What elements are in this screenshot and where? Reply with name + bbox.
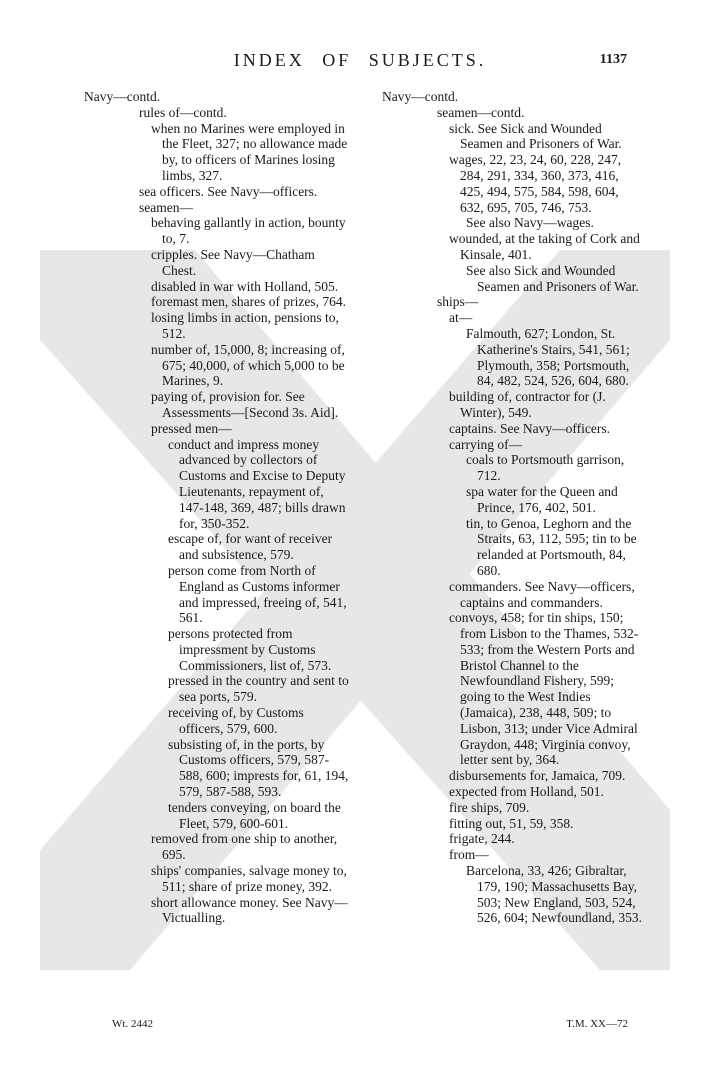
footer-volume-ref: T.M. XX—72: [566, 1018, 628, 1030]
index-entry: spa water for the Queen and Prince, 176, 402, 501.: [466, 483, 618, 515]
index-entry: when no Marines were employed in the Fleet, 327; no allowance made by, to officers of Marines losing limbs, 327.: [151, 120, 348, 183]
index-entry: expected from Holland, 501.: [449, 784, 604, 800]
index-entry: behaving gallantly in action, bounty to, 7.: [151, 215, 346, 247]
page-number: 1137: [599, 52, 627, 67]
index-entry: pressed in the country and sent to sea ports, 579.: [168, 673, 349, 705]
index-entry: disabled in war with Holland, 505.: [151, 278, 339, 294]
index-entry: sea officers. See Navy—officers.: [139, 183, 318, 199]
index-entry: See also Navy—wages.: [466, 215, 594, 231]
index-entry: captains. See Navy—officers.: [449, 420, 610, 436]
index-entry: convoys, 458; for tin ships, 150; from Lisbon to the Thames, 532-533; from the Western Ports and Bristol Channel to the Newfoundland Fishery, 599; going to the West Indies (Jamaica), 238, 448, 509; to Lisbon, 313; under Vice Admiral Graydon, 448; Virginia convoy, letter sent by, 364.: [449, 610, 639, 768]
index-entry: carrying of—: [449, 436, 523, 452]
index-entry: sick. See Sick and Wounded Seamen and Prisoners of War.: [449, 120, 622, 152]
index-entry: Barcelona, 33, 426; Gibraltar, 179, 190; Massachusetts Bay, 503; New England, 503, 524, 526, 604; Newfoundland, 353.: [466, 863, 642, 926]
index-entry: removed from one ship to another, 695.: [151, 831, 338, 863]
index-entry: foremast men, shares of prizes, 764.: [151, 294, 346, 310]
index-entry: Falmouth, 627; London, St. Katherine's Stairs, 541, 561; Plymouth, 358; Portsmouth, 84, 482, 524, 526, 604, 680.: [466, 325, 630, 389]
index-entry: fitting out, 51, 59, 358.: [449, 815, 574, 831]
index-entry: person come from North of England as Customs informer and impressed, freeing of, 541, 561.: [168, 562, 347, 626]
footer-print-code: Wt. 2442: [112, 1018, 153, 1030]
index-entry: tin, to Genoa, Leghorn and the Straits, 63, 112, 595; tin to be relanded at Portsmouth, 84, 680.: [466, 515, 637, 578]
index-entry: subsisting of, in the ports, by Customs officers, 579, 587-588, 600; imprests for, 61, 194, 579, 587-588, 593.: [168, 736, 349, 800]
index-entry: disbursements for, Jamaica, 709.: [449, 768, 626, 784]
index-entry: frigate, 244.: [449, 831, 515, 847]
index-entry: at—: [449, 310, 473, 326]
index-entry: paying of, provision for. See Assessments—[Second 3s. Aid].: [151, 389, 339, 420]
index-entry: wounded, at the taking of Cork and Kinsale, 401.: [449, 231, 640, 262]
index-entry: Navy—contd.: [382, 89, 459, 104]
index-entry: tenders conveying, on board the Fleet, 579, 600-601.: [168, 799, 341, 831]
index-entry: losing limbs in action, pensions to, 512.: [151, 310, 339, 341]
page-footer: [0, 1018, 720, 1038]
index-entry: number of, 15,000, 8; increasing of, 675; 40,000, of which 5,000 to be Marines, 9.: [151, 341, 345, 389]
index-entry: receiving of, by Customs officers, 579, 600.: [168, 705, 304, 736]
index-entry: See also Sick and Wounded Seamen and Prisoners of War.: [466, 262, 639, 294]
index-entry: coals to Portsmouth garrison, 712.: [466, 452, 625, 484]
index-entry: cripples. See Navy—Chatham Chest.: [151, 246, 315, 278]
right-column: [382, 89, 644, 926]
index-entry: seamen—: [139, 199, 193, 215]
index-entry: short allowance money. See Navy—Victualling.: [151, 894, 348, 926]
index-entry: wages, 22, 23, 24, 60, 228, 247, 284, 291, 334, 360, 373, 416, 425, 494, 575, 584, 598, 604, 632, 695, 705, 746, 753.: [449, 152, 622, 215]
index-entry: escape of, for want of receiver and subsistence, 579.: [168, 531, 333, 563]
index-entry: Navy—contd.: [84, 89, 161, 104]
page-title: INDEX OF SUBJECTS.: [233, 50, 487, 70]
index-entry: fire ships, 709.: [449, 799, 530, 815]
left-column: [84, 89, 349, 926]
index-entry: rules of—contd.: [139, 104, 227, 120]
page-header: [0, 50, 720, 74]
index-entry: commanders. See Navy—officers, captains and commanders.: [449, 578, 635, 610]
index-entry: from—: [449, 847, 489, 863]
index-entry: ships' companies, salvage money to, 511; share of prize money, 392.: [151, 863, 347, 894]
index-entry: conduct and impress money advanced by collectors of Customs and Excise to Deputy Lieutenants, repayment of, 147-148, 369, 487; bills drawn for, 350-352.: [168, 436, 346, 531]
index-entry: pressed men—: [151, 420, 232, 436]
index-entry: seamen—contd.: [437, 104, 525, 120]
index-entry: ships—: [437, 294, 479, 310]
index-entry: persons protected from impressment by Customs Commissioners, list of, 573.: [168, 626, 332, 673]
index-entry: building of, contractor for (J. Winter), 549.: [449, 389, 606, 420]
